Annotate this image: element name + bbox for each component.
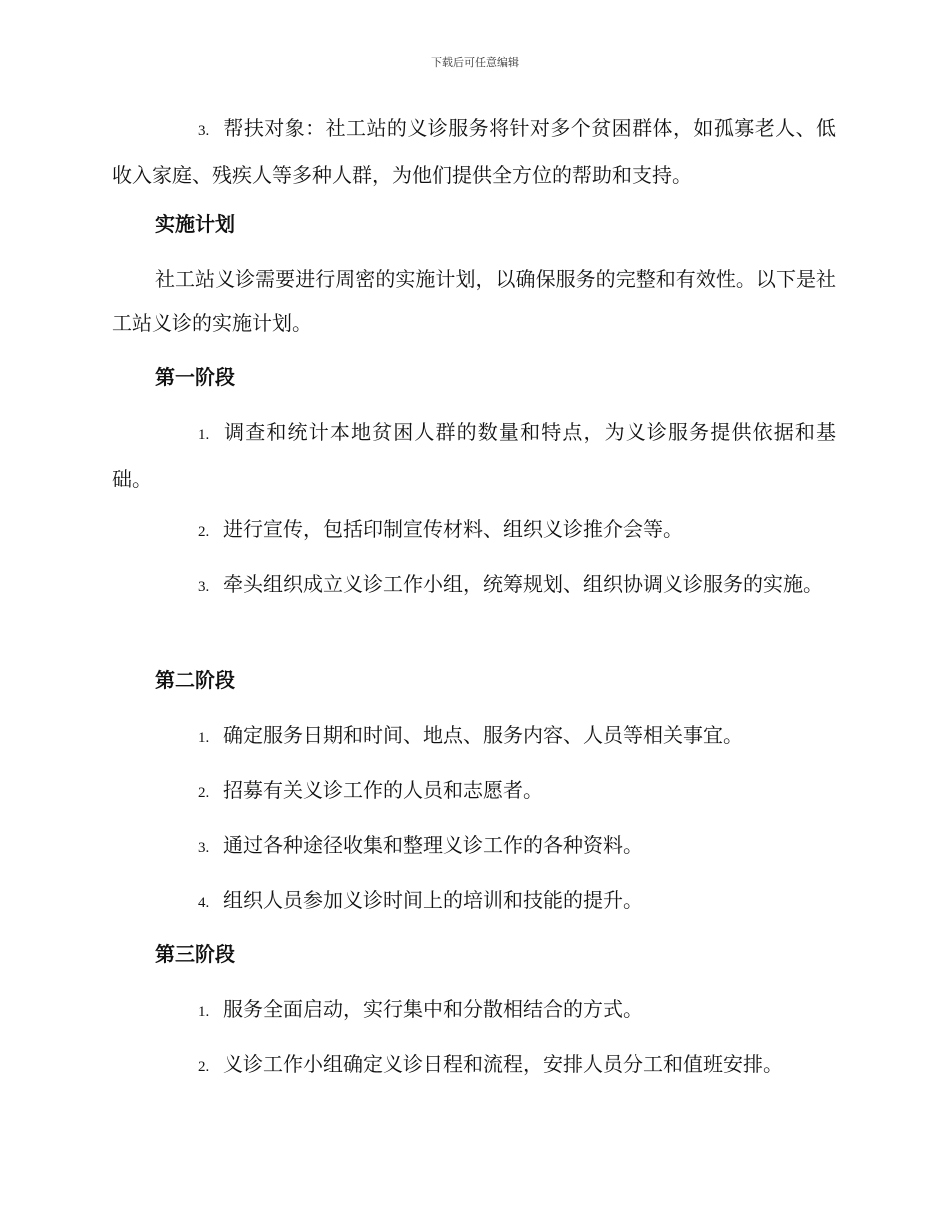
page-header: 下载后可任意编辑 — [431, 56, 519, 69]
list-item — [112, 823, 836, 870]
item-text: 调查和统计本地贫困人群的数量和特点，为义诊服务提供依据和基础。 — [112, 420, 836, 491]
plan-paragraph: 社工站义诊需要进行周密的实施计划，以确保服务的完整和有效性。以下是社工站义诊的实施计划。 — [112, 267, 836, 335]
item-number: 3. — [198, 123, 210, 139]
item-number: 3. — [198, 579, 210, 595]
list-item — [112, 987, 836, 1034]
list-item — [112, 562, 836, 609]
item-number: 3. — [198, 840, 210, 856]
item-number: 1. — [198, 730, 210, 746]
item-number: 2. — [198, 524, 210, 540]
list-item — [112, 106, 836, 197]
item-number: 4. — [198, 895, 210, 911]
item-text: 牵头组织成立义诊工作小组，统筹规划、组织协调义诊服务的实施。 — [223, 572, 823, 596]
item-number: 1. — [198, 427, 210, 443]
section-heading-stage2: 第二阶段 — [155, 668, 235, 692]
list-item — [112, 1042, 836, 1089]
item-text: 义诊工作小组确定义诊日程和流程，安排人员分工和值班安排。 — [223, 1052, 783, 1076]
section-heading-stage3: 第三阶段 — [155, 942, 235, 966]
item-text: 服务全面启动，实行集中和分散相结合的方式。 — [223, 997, 643, 1021]
list-item — [112, 713, 836, 760]
list-item — [112, 768, 836, 815]
item-number: 2. — [198, 1059, 210, 1075]
item-text: 帮扶对象：社工站的义诊服务将针对多个贫困群体，如孤寡老人、低收入家庭、残疾人等多种人群，为他们提供全方位的帮助和支持。 — [112, 116, 836, 187]
list-item — [112, 410, 836, 501]
item-text: 招募有关义诊工作的人员和志愿者。 — [223, 778, 543, 802]
item-text: 确定服务日期和时间、地点、服务内容、人员等相关事宜。 — [223, 723, 743, 747]
list-item — [112, 878, 836, 925]
item-text: 通过各种途径收集和整理义诊工作的各种资料。 — [223, 833, 643, 857]
item-number: 1. — [198, 1004, 210, 1020]
list-item — [112, 507, 836, 554]
item-text: 进行宣传，包括印制宣传材料、组织义诊推介会等。 — [223, 517, 683, 541]
item-number: 2. — [198, 785, 210, 801]
item-text: 组织人员参加义诊时间上的培训和技能的提升。 — [223, 888, 643, 912]
section-heading-plan: 实施计划 — [155, 212, 235, 236]
section-heading-stage1: 第一阶段 — [155, 365, 235, 389]
